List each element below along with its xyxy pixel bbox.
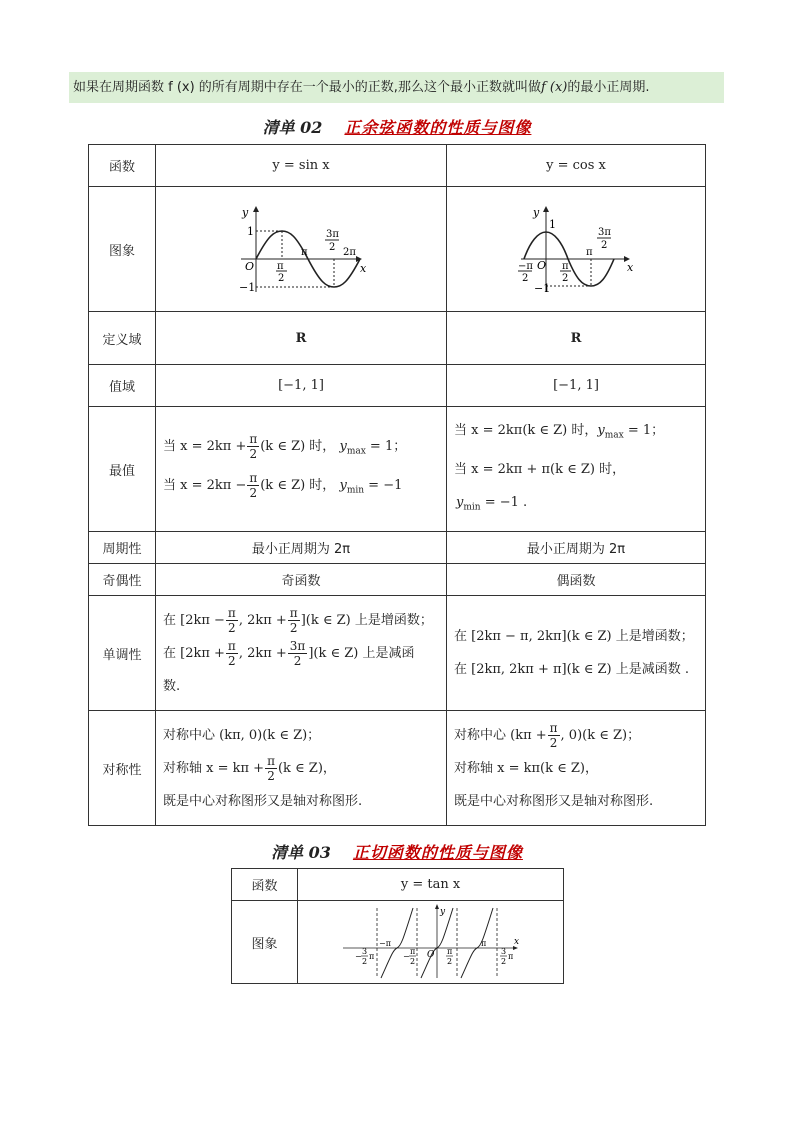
- table-row: [89, 596, 706, 711]
- definition-text: 如果在周期函数 f (x) 的所有周期中存在一个最小的正数,那么这个最小正数就叫做: [73, 80, 541, 95]
- text: 在 [2kπ +: [163, 645, 225, 661]
- cos-both-line: 既是中心对称图形又是轴对称图形.: [454, 793, 654, 809]
- pi-over-2: [265, 754, 277, 783]
- cos-function: [447, 145, 706, 187]
- table-row: [232, 901, 564, 984]
- text: ](k ∈ Z) 上是增函数；: [300, 612, 433, 628]
- y-var: y: [597, 422, 605, 438]
- text: (k ∈ Z) 时，: [260, 439, 336, 455]
- num: π: [249, 432, 258, 447]
- tick-neg-one: −1: [239, 281, 256, 294]
- y-arrow-icon: [543, 206, 549, 212]
- sin-graph-cell: [156, 187, 447, 312]
- text: = 1；: [365, 439, 407, 455]
- fx-symbol: f (x): [540, 80, 568, 95]
- tick-pi-half-num: π: [562, 261, 569, 272]
- tick-half-den: 2: [522, 273, 529, 284]
- pi-over-2: [247, 432, 259, 461]
- tick-neg-one: −1: [534, 282, 551, 294]
- y-label: y: [242, 206, 249, 219]
- num: π: [249, 471, 258, 485]
- den: 2: [267, 768, 275, 783]
- neg-sign: −: [354, 952, 362, 961]
- row-label-function: 函数: [89, 145, 156, 187]
- num: 3π: [289, 638, 306, 653]
- cos-min-value: [454, 486, 705, 525]
- sin-graph: [236, 204, 366, 294]
- cos-period: 最小正周期为 2π: [447, 532, 706, 564]
- table-row: [89, 532, 706, 564]
- sin-domain: R: [156, 312, 447, 365]
- row-label-period: 周期性: [89, 532, 156, 564]
- cos-func-text: y = cos x: [546, 158, 606, 173]
- definition-note: [69, 72, 724, 103]
- tick-3pi-half-num: 3π: [326, 229, 339, 240]
- tick-half-den: 2: [601, 240, 608, 251]
- text: (k ∈ Z)，: [277, 760, 336, 776]
- section-heading-02: [0, 115, 794, 138]
- y-var: y: [339, 478, 347, 493]
- cos-center-line: [454, 719, 705, 752]
- cos-max-line: [454, 414, 705, 453]
- 3pi-over-2: [288, 639, 308, 668]
- x-label: x: [513, 937, 519, 947]
- pi-over-2: [247, 471, 259, 500]
- tick-pi: π: [480, 939, 486, 948]
- tan-function: y = tan x: [298, 869, 564, 901]
- table-row: [89, 145, 706, 187]
- pi-over-2: [288, 606, 300, 635]
- tan-graph: [341, 904, 521, 980]
- table-row: [232, 869, 564, 901]
- cos-monotonic: [447, 596, 706, 711]
- sin-inc-line: [163, 604, 446, 637]
- num: π: [227, 605, 236, 620]
- tan-branch-right: [461, 908, 493, 978]
- tick-neg-pi: −π: [378, 939, 391, 948]
- tick-neg-pi-half-num: −π: [518, 261, 533, 272]
- sin-both-line: 既是中心对称图形又是轴对称图形.: [163, 793, 363, 809]
- num: π: [289, 605, 298, 620]
- tick-3-num: 3: [500, 947, 506, 956]
- tick-half-den: 2: [446, 957, 452, 966]
- tan-graph-cell: [298, 901, 564, 984]
- sin-range: [−1, 1]: [156, 365, 447, 407]
- row-label-extreme: 最值: [89, 407, 156, 532]
- text: , 2kπ +: [238, 645, 287, 661]
- row-label-graph: 图象: [89, 187, 156, 312]
- cos-min-line: 当 x = 2kπ + π(k ∈ Z) 时，: [454, 461, 626, 477]
- sub: min: [463, 502, 481, 513]
- origin-label: O: [426, 950, 434, 960]
- definition-text-end: 的最小正周期.: [567, 80, 650, 95]
- text: = 1；: [623, 422, 665, 438]
- row-label-monotonic: 单调性: [89, 596, 156, 711]
- sin-min-line: [163, 469, 446, 508]
- cos-extreme: [447, 407, 706, 532]
- sub: min: [346, 485, 365, 496]
- cos-range: [−1, 1]: [447, 365, 706, 407]
- x-label: x: [360, 262, 366, 275]
- sin-monotonic: [156, 596, 447, 711]
- tick-pi: π: [586, 247, 593, 258]
- text: , 2kπ +: [238, 612, 287, 628]
- tick-pi: π: [301, 247, 308, 258]
- cos-axis-line: 对称轴 x = kπ(k ∈ Z)，: [454, 760, 598, 776]
- text: , 0)(k ∈ Z)；: [560, 727, 641, 743]
- table-row: [89, 187, 706, 312]
- table-row: [89, 312, 706, 365]
- y-arrow-icon: [435, 904, 439, 909]
- cos-inc-line: 在 [2kπ − π, 2kπ](k ∈ Z) 上是增函数；: [454, 629, 694, 644]
- tick-one: 1: [549, 218, 556, 231]
- tick-pi-half-den: 2: [278, 273, 285, 284]
- x-label: x: [627, 261, 634, 274]
- section-label: 清单 02: [262, 118, 323, 137]
- text: (k ∈ Z) 时，: [260, 478, 336, 493]
- y-label: y: [533, 206, 540, 219]
- origin-label: O: [537, 259, 547, 272]
- row-label-graph: 图象: [232, 901, 298, 984]
- row-label-function: 函数: [232, 869, 298, 901]
- text: 在 [2kπ −: [163, 612, 225, 628]
- tick-3-num: 3: [361, 947, 367, 956]
- tick-pi-suffix: π: [507, 952, 513, 961]
- tick-pi-half-num: π: [277, 261, 284, 272]
- pi-over-2: [226, 639, 238, 668]
- section-heading-03: [0, 840, 794, 863]
- tick-one: 1: [247, 225, 254, 238]
- cos-symmetry: [447, 711, 706, 826]
- sin-function: [156, 145, 447, 187]
- section-title: 正余弦函数的性质与图像: [344, 118, 532, 137]
- tick-pi-suffix: π: [368, 952, 374, 961]
- den: 2: [249, 486, 258, 500]
- den: 2: [293, 653, 302, 668]
- row-label-parity: 奇偶性: [89, 564, 156, 596]
- den: 2: [249, 447, 258, 462]
- sin-period: 最小正周期为 2π: [156, 532, 447, 564]
- sin-parity: 奇函数: [156, 564, 447, 596]
- pi-over-2: [226, 606, 238, 635]
- sub: max: [346, 447, 366, 457]
- sub: max: [604, 430, 624, 441]
- sin-func-text: y = sin x: [272, 158, 330, 173]
- text: ](k ∈ Z) 上是减函: [308, 645, 415, 661]
- neg-sign: −: [402, 952, 410, 961]
- cos-parity: 偶函数: [447, 564, 706, 596]
- den: 2: [549, 735, 558, 750]
- pi-over-2: [548, 721, 560, 750]
- tick-half-den: 2: [562, 273, 569, 284]
- tick-half-den: 2: [409, 957, 415, 966]
- tick-pi-num: π: [446, 947, 452, 956]
- tan-table: [231, 868, 564, 984]
- sin-center-line: 对称中心 (kπ, 0)(k ∈ Z)；: [163, 727, 321, 743]
- y-var: y: [456, 494, 464, 510]
- table-row: [89, 407, 706, 532]
- section-label: 清单 03: [271, 843, 331, 862]
- table-row: [89, 365, 706, 407]
- den: 2: [289, 620, 298, 635]
- sin-dec-line-end: 数.: [163, 678, 181, 694]
- num: π: [227, 638, 236, 653]
- y-var: y: [339, 439, 347, 455]
- den: 2: [228, 653, 236, 668]
- table-row: [89, 711, 706, 826]
- text: 对称轴 x = kπ +: [163, 760, 265, 776]
- sin-extreme: [156, 407, 447, 532]
- sin-symmetry: [156, 711, 447, 826]
- y-arrow-icon: [253, 206, 259, 212]
- cos-graph: [516, 204, 636, 294]
- row-label-symmetry: 对称性: [89, 711, 156, 826]
- text: = −1 .: [480, 494, 528, 510]
- cos-dec-line: 在 [2kπ, 2kπ + π](k ∈ Z) 上是减函数 .: [454, 662, 689, 677]
- row-label-domain: 定义域: [89, 312, 156, 365]
- cos-graph-cell: [447, 187, 706, 312]
- table-row: [89, 564, 706, 596]
- text: 当 x = 2kπ −: [163, 478, 247, 493]
- sin-dec-line: [163, 637, 446, 670]
- sin-axis-line: [163, 752, 446, 785]
- text: 当 x = 2kπ +: [163, 439, 247, 455]
- text: 当 x = 2kπ(k ∈ Z) 时，: [454, 422, 598, 438]
- sin-cos-table: [88, 144, 706, 826]
- tick-3pi-half-den: 2: [329, 242, 336, 253]
- row-label-range: 值域: [89, 365, 156, 407]
- y-label: y: [439, 907, 445, 917]
- den: 2: [228, 620, 236, 635]
- text: = −1: [364, 478, 403, 493]
- num: π: [549, 720, 558, 735]
- num: π: [267, 753, 275, 768]
- text: 对称中心 (kπ +: [454, 727, 547, 743]
- origin-label: O: [245, 260, 255, 273]
- tick-3pi-half-num: 3π: [598, 227, 611, 238]
- tick-half-den: 2: [361, 957, 367, 966]
- section-title: 正切函数的性质与图像: [352, 843, 523, 862]
- tick-half-den: 2: [500, 957, 506, 966]
- tick-2pi: 2π: [343, 247, 356, 258]
- cos-domain: R: [447, 312, 706, 365]
- sin-max-line: [163, 430, 446, 469]
- tick-pi-num: π: [409, 947, 415, 956]
